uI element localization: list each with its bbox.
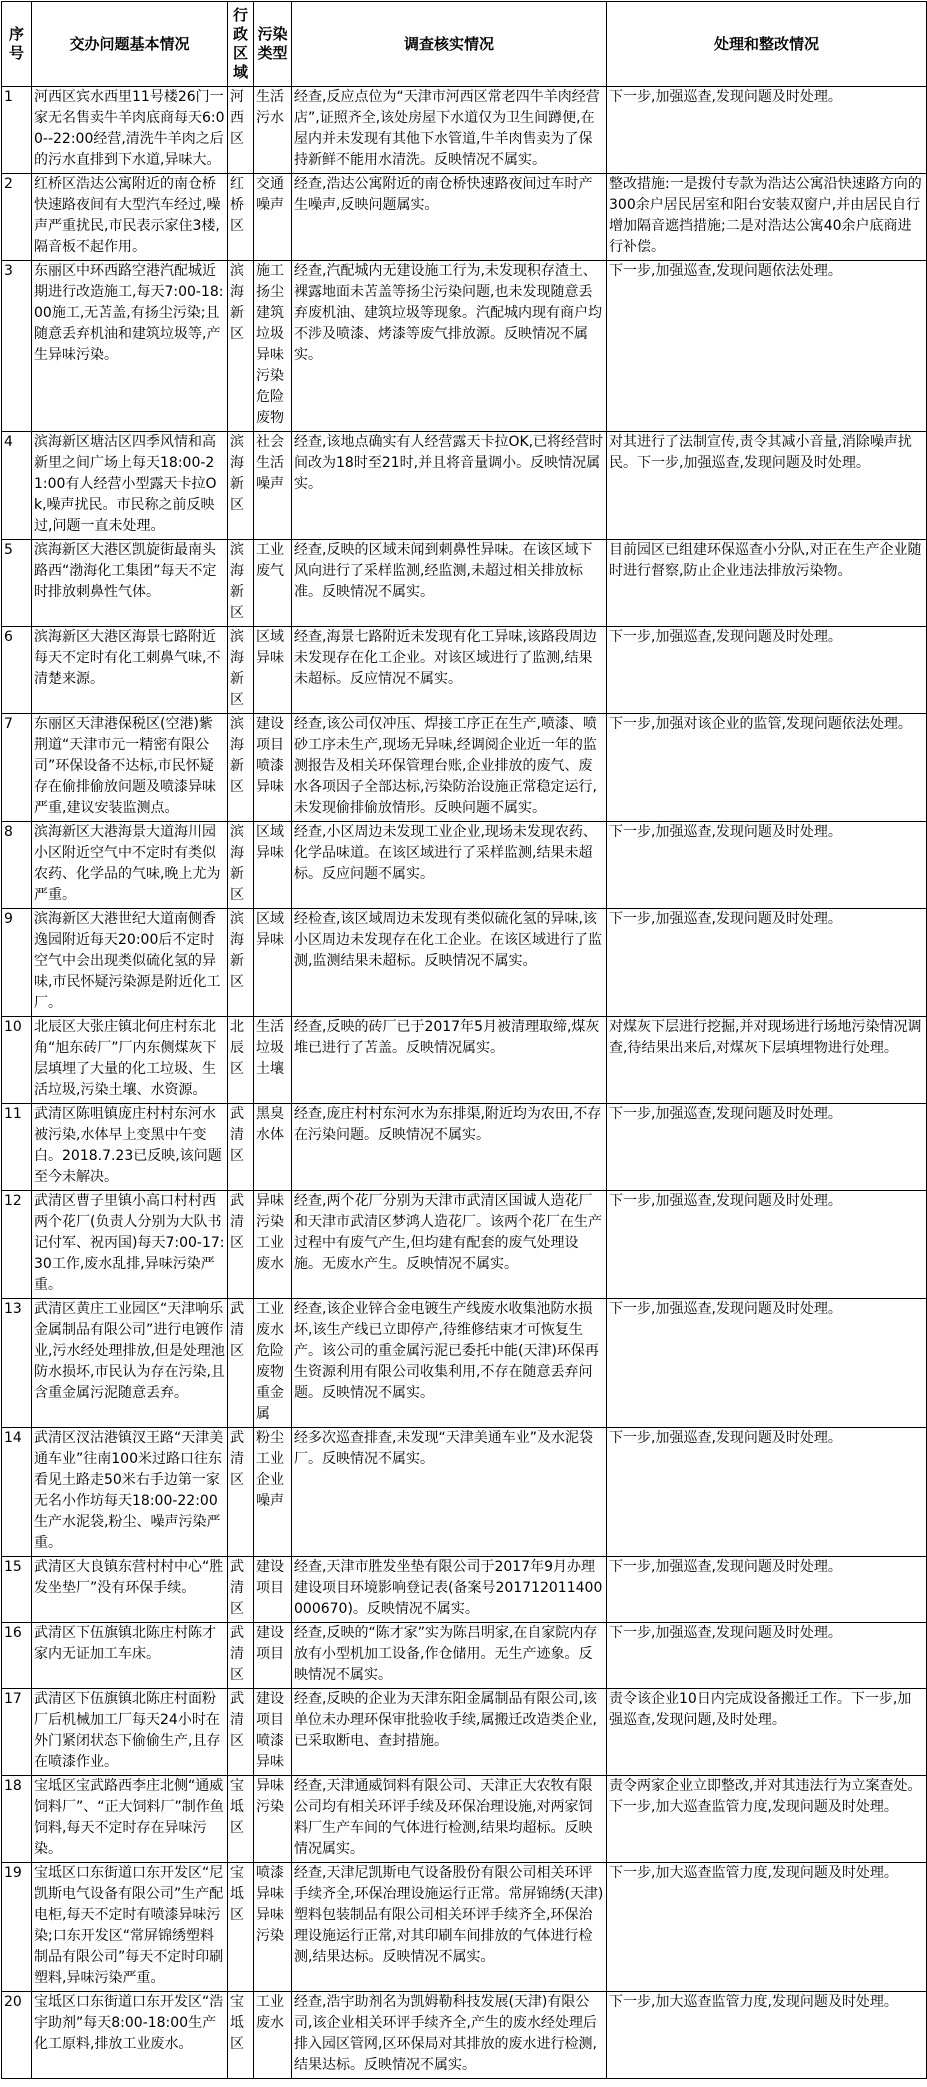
handling-cell: 对煤灰下层进行挖掘,并对现场进行场地污染情况调查,待结果出来后,对煤灰下层填埋物进行处理。 xyxy=(607,1017,927,1104)
pollution-type-cell: 粉尘工业企业噪声 xyxy=(254,1428,292,1557)
complaint-handling-table xyxy=(1,1,927,2079)
table-row xyxy=(2,1191,927,1299)
region-cell: 滨海新区 xyxy=(228,714,254,822)
pollution-type-cell: 建设项目喷漆异味 xyxy=(254,1689,292,1776)
investigation-cell: 经查,汽配城内无建设施工行为,未发现积存渣土、裸露地面未苫盖等扬尘污染问题,也未发现随意丢弃废机油、建筑垃圾等现象。汽配城内现有商户均不涉及喷漆、烤漆等废气排放源。反映情况不属实。 xyxy=(292,261,607,432)
row-number-cell: 16 xyxy=(2,1623,32,1689)
region-cell: 滨海新区 xyxy=(228,627,254,714)
row-number-cell: 7 xyxy=(2,714,32,822)
problem-cell: 武清区黄庄工业园区“天津响乐金属制品有限公司”进行电镀作业,污水经处理排放,但是处理池防水损坏,市民认为存在污染,且含重金属污泥随意丢弃。 xyxy=(32,1299,228,1428)
table-row xyxy=(2,261,927,432)
header-cell-region: 行政区域 xyxy=(228,2,254,87)
problem-cell: 滨海新区大港区海景七路附近每天不定时有化工刺鼻气味,不清楚来源。 xyxy=(32,627,228,714)
handling-cell: 下一步,加强巡查,发现问题及时处理。 xyxy=(607,1191,927,1299)
region-cell: 滨海新区 xyxy=(228,909,254,1017)
problem-cell: 武清区陈咀镇庞庄村村东河水被污染,水体早上变黑中午变白。2018.7.23已反映,该问题至今未解决。 xyxy=(32,1104,228,1191)
pollution-type-cell: 工业废水危险废物重金属 xyxy=(254,1299,292,1428)
row-number-cell: 4 xyxy=(2,432,32,540)
row-number-cell: 2 xyxy=(2,174,32,261)
handling-cell: 下一步,加强对该企业的监管,发现问题依法处理。 xyxy=(607,714,927,822)
handling-cell: 下一步,加强巡查,发现问题及时处理。 xyxy=(607,1104,927,1191)
problem-cell: 武清区下伍旗镇北陈庄村陈才家内无证加工车床。 xyxy=(32,1623,228,1689)
problem-cell: 滨海新区塘沽区四季风情和高新里之间广场上每天18:00-21:00有人经营小型露天卡拉Ok,噪声扰民。市民称之前反映过,问题一直未处理。 xyxy=(32,432,228,540)
handling-cell: 下一步,加强巡查,发现问题及时处理。 xyxy=(607,627,927,714)
pollution-type-cell: 施工扬尘建筑垃圾异味污染危险废物 xyxy=(254,261,292,432)
investigation-cell: 经查,反映的区域未闻到刺鼻性异味。在该区域下风向进行了采样监测,经监测,未超过相关排放标准。反映情况不属实。 xyxy=(292,540,607,627)
pollution-type-cell: 喷漆异味异味污染 xyxy=(254,1863,292,1992)
row-number-cell: 12 xyxy=(2,1191,32,1299)
table-row xyxy=(2,1623,927,1689)
row-number-cell: 6 xyxy=(2,627,32,714)
region-cell: 武清区 xyxy=(228,1623,254,1689)
header-cell-handling: 处理和整改情况 xyxy=(607,2,927,87)
investigation-cell: 经查,天津尼凯斯电气设备股份有限公司相关环评手续齐全,环保冶理设施运行正常。常屏锦绣(天津)塑料包装制品有限公司相关环评手续齐全,环保治理设施运行正常,对其印刷车间排放的气体进行检测,结果达标。反映情况不属实。 xyxy=(292,1863,607,1992)
pollution-type-cell: 工业废气 xyxy=(254,540,292,627)
investigation-cell: 经查,该企业锌合金电镀生产线废水收集池防水损坏,该生产线已立即停产,待维修结束才可恢复生产。该公司的重金属污泥已委托中能(天津)环保再生资源利用有限公司收集利用,不存在随意丢弃问题。反映情况不属实。 xyxy=(292,1299,607,1428)
region-cell: 宝坻区 xyxy=(228,1992,254,2079)
table-row xyxy=(2,174,927,261)
table-row xyxy=(2,1689,927,1776)
handling-cell: 下一步,加大巡查监管力度,发现问题及时处理。 xyxy=(607,1992,927,2079)
investigation-cell: 经查,海景七路附近未发现有化工异味,该路段周边未发现存在化工企业。对该区域进行了监测,结果未超标。反应情况不属实。 xyxy=(292,627,607,714)
region-cell: 河西区 xyxy=(228,87,254,174)
problem-cell: 宝坻区口东街道口东开发区“尼凯斯电气设备有限公司”生产配电柜,每天不定时有喷漆异味污染;口东开发区“常屏锦绣塑料制品有限公司”每天不定时印刷塑料,异味污染严重。 xyxy=(32,1863,228,1992)
handling-cell: 下一步,加强巡查,发现问题依法处理。 xyxy=(607,261,927,432)
table-row xyxy=(2,87,927,174)
row-number-cell: 9 xyxy=(2,909,32,1017)
region-cell: 红桥区 xyxy=(228,174,254,261)
problem-cell: 宝坻区宝武路西李庄北侧“通威饲料厂”、“正大饲料厂”制作鱼饲料,每天不定时存在异味污染。 xyxy=(32,1776,228,1863)
table-row xyxy=(2,1017,927,1104)
problem-cell: 滨海新区大港海景大道海川园小区附近空气中不定时有类似农药、化学品的气味,晚上尤为严重。 xyxy=(32,822,228,909)
investigation-cell: 经查,天津市胜发坐垫有限公司于2017年9月办理建设项目环境影响登记表(备案号201712011400000670)。反映情况不属实。 xyxy=(292,1557,607,1623)
region-cell: 北辰区 xyxy=(228,1017,254,1104)
problem-cell: 武清区汊沽港镇汊王路“天津美通车业”往南100米过路口往东看见土路走50米右手边第一家无名小作坊每天18:00-22:00生产水泥袋,粉尘、噪声污染严重。 xyxy=(32,1428,228,1557)
table-header xyxy=(2,2,927,87)
pollution-type-cell: 生活污水 xyxy=(254,87,292,174)
investigation-cell: 经查,浩达公寓附近的南仓桥快速路夜间过车时产生噪声,反映问题属实。 xyxy=(292,174,607,261)
investigation-cell: 经查,反映的“陈才家”实为陈吕明家,在自家院内存放有小型机加工设备,作仓储用。无生产迹象。反映情况不属实。 xyxy=(292,1623,607,1689)
header-cell-investigation: 调查核实情况 xyxy=(292,2,607,87)
investigation-cell: 经查,浩宇助剂名为凯姆勒科技发展(天津)有限公司,该企业相关环评手续齐全,产生的废水经处理后排入园区管网,区环保局对其排放的废水进行检测,结果达标。反映情况不属实。 xyxy=(292,1992,607,2079)
handling-cell: 整改措施:一是拨付专款为浩达公寓沿快速路方向的300余户居民居室和阳台安装双窗户,并由居民自行增加隔音遮挡措施;二是对浩达公寓40余户底商进行补偿。 xyxy=(607,174,927,261)
table-row xyxy=(2,432,927,540)
problem-cell: 宝坻区口东街道口东开发区“浩宇助剂”每天8:00-18:00生产化工原料,排放工业废水。 xyxy=(32,1992,228,2079)
problem-cell: 东丽区天津港保税区(空港)紫荆道“天津市元一精密有限公司”环保设备不达标,市民怀疑存在偷排偷放问题及喷漆异味严重,建议安装监测点。 xyxy=(32,714,228,822)
row-number-cell: 19 xyxy=(2,1863,32,1992)
row-number-cell: 14 xyxy=(2,1428,32,1557)
pollution-type-cell: 工业废水 xyxy=(254,1992,292,2079)
row-number-cell: 1 xyxy=(2,87,32,174)
handling-cell: 下一步,加强巡查,发现问题及时处理。 xyxy=(607,1623,927,1689)
investigation-cell: 经多次巡查排查,未发现“天津美通车业”及水泥袋厂。反映情况不属实。 xyxy=(292,1428,607,1557)
row-number-cell: 18 xyxy=(2,1776,32,1863)
investigation-cell: 经查,天津通威饲料有限公司、天津正大农牧有限公司均有相关环评手续及环保冶理设施,对两家饲料厂生产车间的气体进行检测,结果均超标。反映情况属实。 xyxy=(292,1776,607,1863)
problem-cell: 武清区曹子里镇小高口村村西两个花厂(负责人分别为大队书记付军、祝丙国)每天7:00-17:30工作,废水乱排,异味污染严重。 xyxy=(32,1191,228,1299)
investigation-cell: 经查,该地点确实有人经营露天卡拉OK,已将经营时间改为18时至21时,并且将音量调小。反映情况属实。 xyxy=(292,432,607,540)
region-cell: 武清区 xyxy=(228,1428,254,1557)
region-cell: 滨海新区 xyxy=(228,261,254,432)
table-body xyxy=(2,87,927,2079)
header-row xyxy=(2,2,927,87)
investigation-cell: 经查,该公司仅冲压、焊接工序正在生产,喷漆、喷砂工序未生产,现场无异味,经调阅企业近一年的监测报告及相关环保管理台账,企业排放的废气、废水各项因子全部达标,污染防治设施正常稳定运行,未发现偷排偷放情形。反映问题不属实。 xyxy=(292,714,607,822)
pollution-type-cell: 区域异味 xyxy=(254,822,292,909)
row-number-cell: 11 xyxy=(2,1104,32,1191)
table-row xyxy=(2,1557,927,1623)
region-cell: 滨海新区 xyxy=(228,540,254,627)
pollution-type-cell: 建设项目 xyxy=(254,1557,292,1623)
investigation-cell: 经查,庞庄村村东河水为东排渠,附近均为农田,不存在污染问题。反映情况不属实。 xyxy=(292,1104,607,1191)
pollution-type-cell: 区域异味 xyxy=(254,909,292,1017)
row-number-cell: 3 xyxy=(2,261,32,432)
handling-cell: 下一步,加强巡查,发现问题及时处理。 xyxy=(607,1557,927,1623)
investigation-cell: 经查,反映的砖厂已于2017年5月被清理取缔,煤灰堆已进行了苫盖。反映情况属实。 xyxy=(292,1017,607,1104)
table-row xyxy=(2,1863,927,1992)
header-cell-pollution-type: 污染类型 xyxy=(254,2,292,87)
problem-cell: 红桥区浩达公寓附近的南仓桥快速路夜间有大型汽车经过,噪声严重扰民,市民表示家住3楼,隔音板不起作用。 xyxy=(32,174,228,261)
investigation-cell: 经查,反映的企业为天津东阳金属制品有限公司,该单位未办理环保审批验收手续,属搬迁改造类企业,已采取断电、查封措施。 xyxy=(292,1689,607,1776)
investigation-cell: 经查,反应点位为“天津市河西区常老四牛羊肉经营店”,证照齐全,该处房屋下水道仅为卫生间蹲便,在屋内并未发现有其他下水管道,牛羊肉售卖为了保持新鲜不能用水清洗。反映情况不属实。 xyxy=(292,87,607,174)
table-row xyxy=(2,822,927,909)
handling-cell: 对其进行了法制宣传,责令其减小音量,消除噪声扰民。下一步,加强巡查,发现问题及时处理。 xyxy=(607,432,927,540)
table-row xyxy=(2,1992,927,2079)
pollution-type-cell: 异味污染 xyxy=(254,1776,292,1863)
investigation-cell: 经查,小区周边未发现工业企业,现场未发现农药、化学品味道。在该区域进行了采样监测,结果未超标。反应问题不属实。 xyxy=(292,822,607,909)
region-cell: 武清区 xyxy=(228,1191,254,1299)
row-number-cell: 8 xyxy=(2,822,32,909)
row-number-cell: 10 xyxy=(2,1017,32,1104)
table-row xyxy=(2,1104,927,1191)
table-row xyxy=(2,1776,927,1863)
region-cell: 武清区 xyxy=(228,1689,254,1776)
problem-cell: 东丽区中环西路空港汽配城近期进行改造施工,每天7:00-18:00施工,无苫盖,有扬尘污染;且随意丢弃机油和建筑垃圾等,产生异味污染。 xyxy=(32,261,228,432)
pollution-type-cell: 建设项目 xyxy=(254,1623,292,1689)
table-row xyxy=(2,1299,927,1428)
row-number-cell: 13 xyxy=(2,1299,32,1428)
pollution-type-cell: 黑臭水体 xyxy=(254,1104,292,1191)
table-row xyxy=(2,627,927,714)
row-number-cell: 17 xyxy=(2,1689,32,1776)
region-cell: 滨海新区 xyxy=(228,822,254,909)
problem-cell: 滨海新区大港世纪大道南侧香逸园附近每天20:00后不定时空气中会出现类似硫化氢的异味,市民怀疑污染源是附近化工厂。 xyxy=(32,909,228,1017)
investigation-cell: 经检查,该区域周边未发现有类似硫化氢的异味,该小区周边未发现存在化工企业。在该区域进行了监测,监测结果未超标。反映情况不属实。 xyxy=(292,909,607,1017)
problem-cell: 滨海新区大港区凯旋街最南头路西“渤海化工集团”每天不定时排放刺鼻性气体。 xyxy=(32,540,228,627)
region-cell: 宝坻区 xyxy=(228,1776,254,1863)
pollution-type-cell: 建设项目喷漆异味 xyxy=(254,714,292,822)
handling-cell: 目前园区已组建环保巡查小分队,对正在生产企业随时进行督察,防止企业违法排放污染物。 xyxy=(607,540,927,627)
row-number-cell: 5 xyxy=(2,540,32,627)
table-row xyxy=(2,909,927,1017)
handling-cell: 下一步,加大巡查监管力度,发现问题及时处理。 xyxy=(607,1863,927,1992)
row-number-cell: 15 xyxy=(2,1557,32,1623)
handling-cell: 责令该企业10日内完成设备搬迁工作。下一步,加强巡查,发现问题,及时处理。 xyxy=(607,1689,927,1776)
pollution-type-cell: 区域异味 xyxy=(254,627,292,714)
header-cell-problem: 交办问题基本情况 xyxy=(32,2,228,87)
pollution-type-cell: 社会生活噪声 xyxy=(254,432,292,540)
problem-cell: 北辰区大张庄镇北何庄村东北角“旭东砖厂”厂内东侧煤灰下层填埋了大量的化工垃圾、生活垃圾,污染土壤、水资源。 xyxy=(32,1017,228,1104)
region-cell: 武清区 xyxy=(228,1299,254,1428)
handling-cell: 责令两家企业立即整改,并对其违法行为立案查处。下一步,加大巡查监管力度,发现问题及时处理。 xyxy=(607,1776,927,1863)
row-number-cell: 20 xyxy=(2,1992,32,2079)
problem-cell: 武清区大良镇东营村村中心“胜发坐垫厂”没有环保手续。 xyxy=(32,1557,228,1623)
pollution-type-cell: 生活垃圾土壤 xyxy=(254,1017,292,1104)
table-row xyxy=(2,1428,927,1557)
handling-cell: 下一步,加强巡查,发现问题及时处理。 xyxy=(607,1428,927,1557)
region-cell: 宝坻区 xyxy=(228,1863,254,1992)
region-cell: 滨海新区 xyxy=(228,432,254,540)
investigation-cell: 经查,两个花厂分别为天津市武清区国诚人造花厂和天津市武清区梦鸿人造花厂。该两个花厂在生产过程中有废气产生,但均建有配套的废气处理设施。无废水产生。反映情况不属实。 xyxy=(292,1191,607,1299)
header-cell-number: 序号 xyxy=(2,2,32,87)
region-cell: 武清区 xyxy=(228,1104,254,1191)
handling-cell: 下一步,加强巡查,发现问题及时处理。 xyxy=(607,87,927,174)
table-row xyxy=(2,540,927,627)
handling-cell: 下一步,加强巡查,发现问题及时处理。 xyxy=(607,1299,927,1428)
problem-cell: 武清区下伍旗镇北陈庄村面粉厂后机械加工厂每天24小时在外门紧闭状态下偷偷生产,且存在喷漆作业。 xyxy=(32,1689,228,1776)
pollution-type-cell: 交通噪声 xyxy=(254,174,292,261)
handling-cell: 下一步,加强巡查,发现问题及时处理。 xyxy=(607,822,927,909)
region-cell: 武清区 xyxy=(228,1557,254,1623)
handling-cell: 下一步,加强巡查,发现问题及时处理。 xyxy=(607,909,927,1017)
table-row xyxy=(2,714,927,822)
problem-cell: 河西区宾水西里11号楼26门一家无名售卖牛羊肉底商每天6:00--22:00经营,清洗牛羊肉之后的污水直排到下水道,异味大。 xyxy=(32,87,228,174)
pollution-type-cell: 异味污染工业废水 xyxy=(254,1191,292,1299)
